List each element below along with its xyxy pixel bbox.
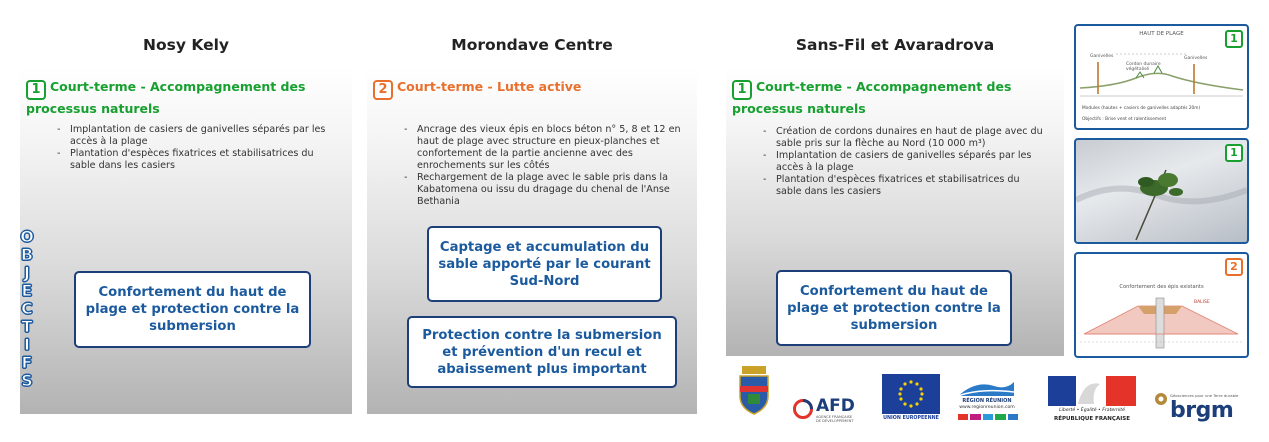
groyne-cross-section-diagram (1076, 254, 1247, 356)
afd-logo-text: AFD (816, 396, 855, 416)
diagram-label: Objectifs : Brise vent et ralentissement (1082, 117, 1167, 122)
afd-logo-mark (792, 398, 814, 420)
strategy-label: Court-terme - Lutte active (397, 79, 582, 94)
eu-flag-logo (882, 374, 940, 414)
color-block (983, 414, 993, 420)
diagram-label: Ganivelles (1090, 54, 1114, 59)
color-block (995, 414, 1005, 420)
diagram-label: Modules (hautes + casiers de ganivelles adaptés 20m) (1082, 106, 1201, 111)
list-item: - Rechargement de la plage avec le sable pris dans la Kabatomena ou issu du dragage du chenal de l'Anse Bethania (403, 172, 687, 208)
commune-crest-logo (734, 366, 774, 418)
strategy-number-badge: 2 (373, 80, 393, 100)
measures-list (56, 124, 336, 172)
strategy-label: Court-terme - Accompagnement des processus naturels (732, 79, 1012, 116)
letter: F (21, 353, 33, 372)
list-item: - Implantation de casiers de ganivelles séparés par les accès à la plage (56, 124, 336, 148)
thumbnail-number-badge: 1 (1225, 144, 1243, 162)
diagram-label: BALISE (1194, 300, 1210, 305)
color-block (1008, 414, 1018, 420)
letter: C (21, 299, 33, 318)
objective-box: Captage et accumulation du sable apporté par le courant Sud-Nord (427, 226, 662, 302)
republique-francaise-text: RÉPUBLIQUE FRANÇAISE (1054, 416, 1130, 422)
region-reunion-url: www.regionreunion.com (959, 405, 1015, 410)
column-title-nosy-kely: Nosy Kely (142, 36, 229, 54)
letter: T (21, 317, 33, 336)
panel-sans-fil-avaradrova (726, 66, 1064, 356)
diagram-title: HAUT DE PLAGE (1139, 31, 1184, 37)
thumbnail-sand-plant-photo (1074, 138, 1249, 244)
diagram-title: Confortement des épis existants (1119, 284, 1204, 290)
column-title-sans-fil: Sans-Fil et Avaradrova (795, 36, 995, 54)
letter: E (21, 281, 33, 300)
thumbnail-epis-diagram (1074, 252, 1249, 358)
plant-in-sand-image (1076, 140, 1247, 242)
list-item: - Création de cordons dunaires en haut de plage avec du sable pris sur la flèche au Nord (10 000 m³) (762, 126, 1048, 150)
dune-profile-diagram (1076, 26, 1247, 128)
list-item: - Implantation de casiers de ganivelles séparés par les accès à la plage (762, 150, 1048, 174)
letter: I (24, 335, 30, 354)
list-item: - Plantation d'espèces fixatrices et stabilisatrices du sable dans les casiers (762, 174, 1048, 198)
letter: S (21, 371, 33, 390)
partner-logos (730, 372, 1265, 432)
list-item: - Ancrage des vieux épis en blocs béton n° 5, 8 et 12 en haut de plage avec structure en pieux-planches et confortement de la partie ancienne avec des enrochements sur les côtés (403, 124, 687, 172)
eu-logo-caption: UNION EUROPEENNE (883, 416, 939, 421)
objective-box: Protection contre la submersion et prévention d'un recul et abaissement plus important (407, 316, 677, 388)
strategy-number-badge: 1 (732, 80, 752, 100)
color-block (958, 414, 968, 420)
strategy-label: Court-terme - Accompagnement des processus naturels (26, 79, 306, 116)
objectifs-vertical-label (16, 228, 38, 390)
brgm-tagline: Géosciences pour une Terre durable (1170, 393, 1239, 398)
objective-box: Confortement du haut de plage et protection contre la submersion (74, 271, 311, 348)
strategy-heading (373, 78, 691, 100)
brgm-logo-mark (1154, 392, 1168, 406)
measures-list (403, 124, 687, 208)
diagram-label: Cordon dunaire végétalisé (1126, 62, 1161, 72)
strategy-number-badge: 1 (26, 80, 46, 100)
region-reunion-color-bar (958, 414, 1018, 420)
objective-box: Confortement du haut de plage et protection contre la submersion (776, 270, 1012, 346)
region-reunion-logo-mark (956, 378, 1016, 398)
thumbnail-number-badge: 2 (1225, 258, 1243, 276)
panel-nosy-kely (20, 66, 352, 414)
thumbnail-number-badge: 1 (1225, 30, 1243, 48)
afd-logo-subtitle: AGENCE FRANÇAISE DE DÉVELOPPEMENT (816, 415, 854, 424)
strategy-heading (26, 78, 346, 117)
letter: O (20, 227, 34, 246)
diagram-label: Ganivelles (1184, 56, 1208, 61)
thumbnail-haut-de-plage-diagram (1074, 24, 1249, 130)
republique-francaise-motto: Liberté • Égalité • Fraternité (1059, 408, 1125, 413)
column-title-morondave-centre: Morondave Centre (451, 36, 613, 54)
measures-list (762, 126, 1048, 198)
brgm-logo-text: brgm (1170, 398, 1234, 423)
letter: J (24, 263, 30, 282)
republique-francaise-logo-mark (1048, 376, 1136, 406)
color-block (970, 414, 980, 420)
region-reunion-text: RÉGION RÉUNION (962, 398, 1012, 404)
panel-morondave-centre (367, 66, 697, 414)
list-item: - Plantation d'espèces fixatrices et stabilisatrices du sable dans les casiers (56, 148, 336, 172)
letter: B (20, 245, 34, 264)
strategy-heading (732, 78, 1058, 117)
